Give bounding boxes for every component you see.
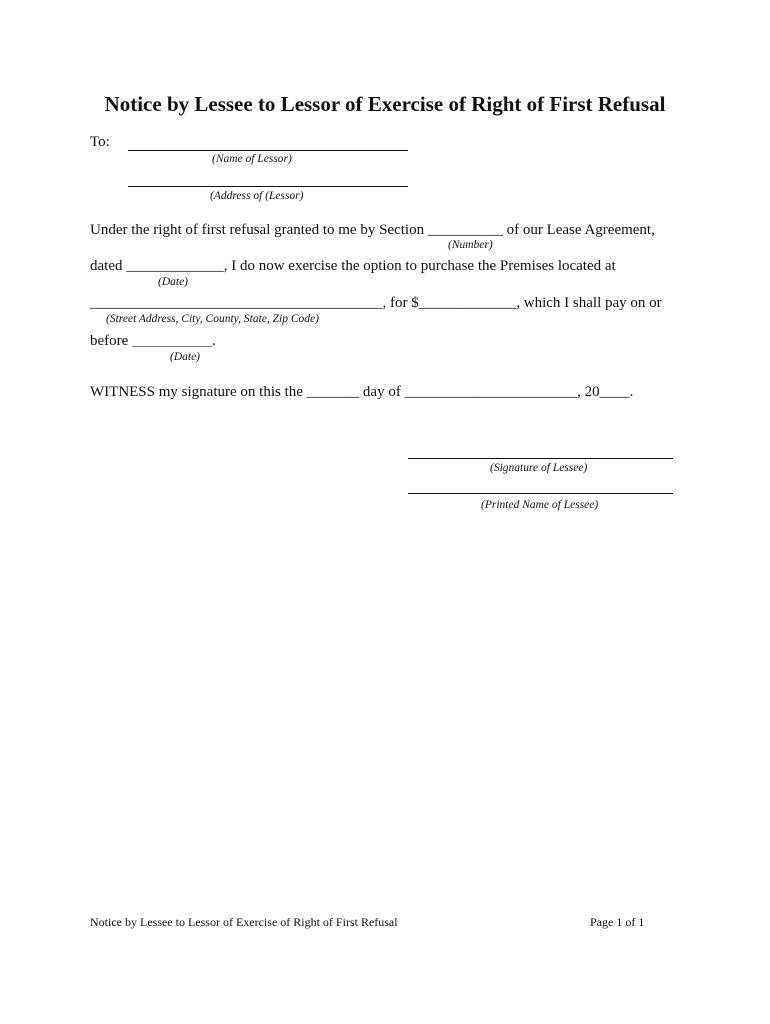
number-caption: (Number) xyxy=(448,239,493,251)
year-blank[interactable]: ____ xyxy=(599,384,630,400)
witness-line xyxy=(90,384,633,401)
signature-line[interactable] xyxy=(408,458,673,459)
lessor-name-line[interactable] xyxy=(128,150,408,151)
address-caption: (Street Address, City, County, State, Zip Code) xyxy=(106,313,319,325)
for-label: , for $ xyxy=(382,295,419,311)
footer-title: Notice by Lessee to Lessor of Exercise of Right of First Refusal xyxy=(90,915,398,929)
line2-end-text: , I do now exercise the option to purchase the Premises located at xyxy=(223,258,616,274)
date-caption-2: (Date) xyxy=(170,351,201,363)
paragraph-line-2 xyxy=(90,258,616,275)
printed-name-caption: (Printed Name of Lessee) xyxy=(481,499,599,511)
printed-name-line[interactable] xyxy=(408,493,673,494)
signature-caption: (Signature of Lessee) xyxy=(490,462,588,474)
before-date-blank[interactable]: ________________ xyxy=(132,337,213,348)
page-number: Page 1 of 1 xyxy=(590,915,645,929)
line3-end-text: , which I shall pay on or xyxy=(516,295,662,311)
dated-blank[interactable]: _____________ xyxy=(126,258,224,274)
street-address-blank[interactable]: _______________________________________ xyxy=(90,295,383,311)
address-of-lessor-caption: (Address of (Lessor) xyxy=(210,190,304,202)
dated-label: dated xyxy=(90,258,123,274)
price-blank[interactable]: _____________ xyxy=(418,295,517,311)
section-number-blank[interactable]: __________ xyxy=(427,222,503,238)
paragraph-line-1 xyxy=(90,222,655,239)
lessor-address-line[interactable] xyxy=(128,186,408,187)
before-period: . xyxy=(212,333,216,349)
witness-start-text: WITNESS my signature on this the xyxy=(90,384,303,400)
name-of-lessor-caption: (Name of Lessor) xyxy=(212,153,292,165)
year-label: , 20 xyxy=(577,384,600,400)
day-of-label: day of xyxy=(362,384,401,400)
month-blank[interactable]: _______________________ xyxy=(404,384,578,400)
document-title: Notice by Lessee to Lessor of Exercise of Right of First Refusal xyxy=(104,92,666,116)
paragraph-line-4 xyxy=(90,333,216,350)
line1-start-text: Under the right of first refusal granted to me by Section xyxy=(90,222,425,238)
day-blank[interactable]: _______ xyxy=(306,384,360,400)
year-period: . xyxy=(629,384,634,400)
to-label: To: xyxy=(90,134,110,150)
line1-end-text: of our Lease Agreement, xyxy=(506,222,655,238)
date-caption-1: (Date) xyxy=(158,276,189,288)
paragraph-line-3 xyxy=(90,295,662,312)
before-label: before xyxy=(90,333,129,349)
